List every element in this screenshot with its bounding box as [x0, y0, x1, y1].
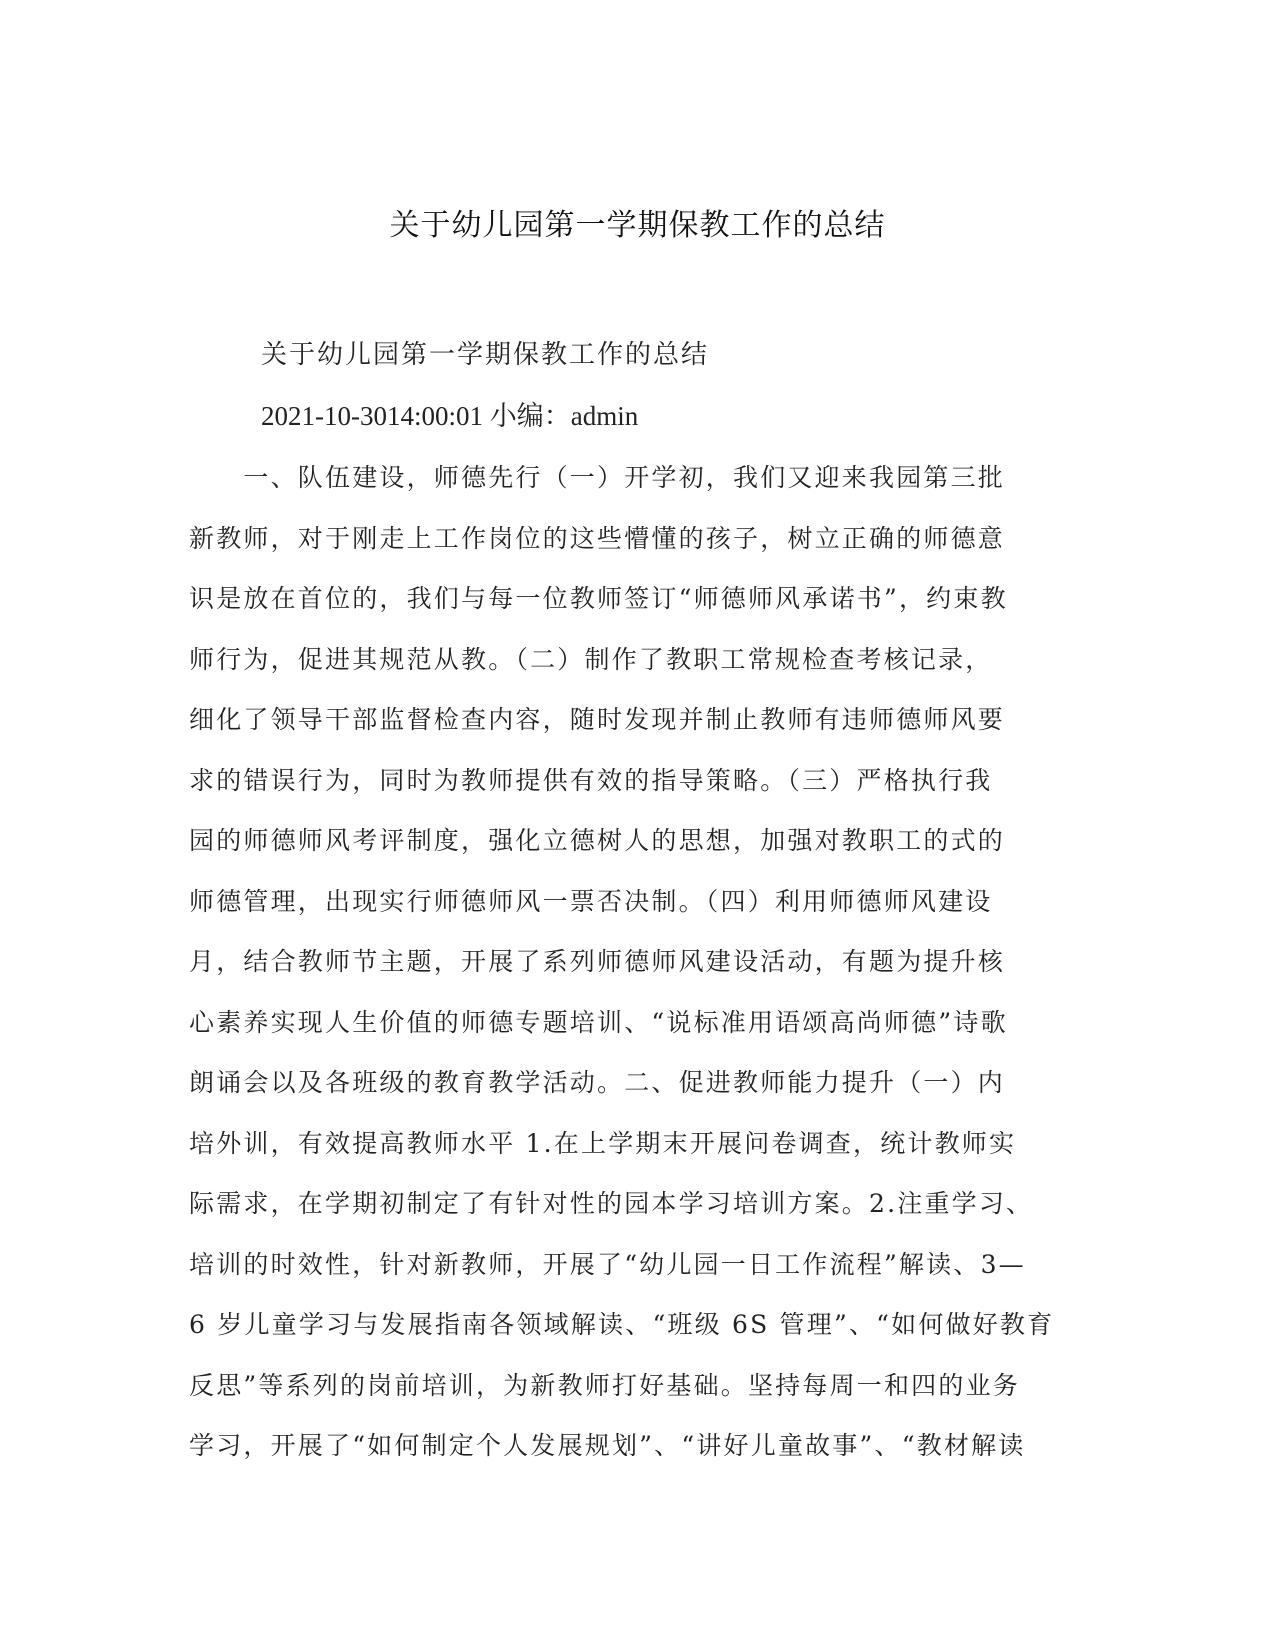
document-body — [189, 448, 1069, 1477]
body-line: 识是放在首位的，我们与每一位教师签订“师德师风承诺书”，约束教 — [189, 584, 1008, 613]
body-line: 学习，开展了“如何制定个人发展规划”、“讲好儿童故事”、“教材解读 — [189, 1431, 1026, 1460]
body-line: 心素养实现人生价值的师德专题培训、“说标准用语颂高尚师德”诗歌 — [189, 1007, 1008, 1037]
body-line: 培训的时效性，针对新教师，开展了“幼儿园一日工作流程”解读、3— — [189, 1249, 1026, 1279]
body-line: 园的师德师风考评制度，强化立德树人的思想，加强对教职工的式的 — [189, 826, 1006, 855]
document-subtitle: 关于幼儿园第一学期保教工作的总结 — [261, 340, 710, 370]
document-meta: 2021-10-3014:00:01 小编：admin — [261, 401, 639, 431]
body-line: 师行为，促进其规范从教。（二）制作了教职工常规检查考核记录， — [189, 644, 993, 674]
body-line: 新教师，对于刚走上工作岗位的这些懵懂的孩子，树立正确的师德意 — [189, 523, 1006, 553]
document-title: 关于幼儿园第一学期保教工作的总结 — [389, 208, 886, 243]
body-line: 月，结合教师节主题，开展了系列师德师风建设活动，有题为提升核 — [189, 947, 1006, 976]
body-line: 际需求，在学期初制定了有针对性的园本学习培训方案。2.注重学习、 — [189, 1189, 1034, 1218]
body-line: 朗诵会以及各班级的教育教学活动。二、促进教师能力提升（一）内 — [189, 1068, 1006, 1097]
body-line: 6 岁儿童学习与发展指南各领域解读、“班级 6S 管理”、“如何做好教育 — [189, 1310, 1055, 1339]
body-line: 求的错误行为，同时为教师提供有效的指导策略。（三）严格执行我 — [189, 765, 993, 795]
body-line: 师德管理，出现实行师德师风一票否决制。（四）利用师德师风建设 — [189, 886, 993, 916]
body-line: 反思”等系列的岗前培训，为新教师打好基础。坚持每周一和四的业务 — [189, 1370, 1020, 1400]
body-line: 细化了领导干部监督检查内容，随时发现并制止教师有违师德师风要 — [189, 705, 1006, 734]
body-line: 培外训，有效提高教师水平 1.在上学期末开展问卷调查，统计教师实 — [189, 1128, 1017, 1158]
body-line: 一、队伍建设，师德先行（一）开学初，我们又迎来我园第三批 — [189, 463, 1006, 492]
